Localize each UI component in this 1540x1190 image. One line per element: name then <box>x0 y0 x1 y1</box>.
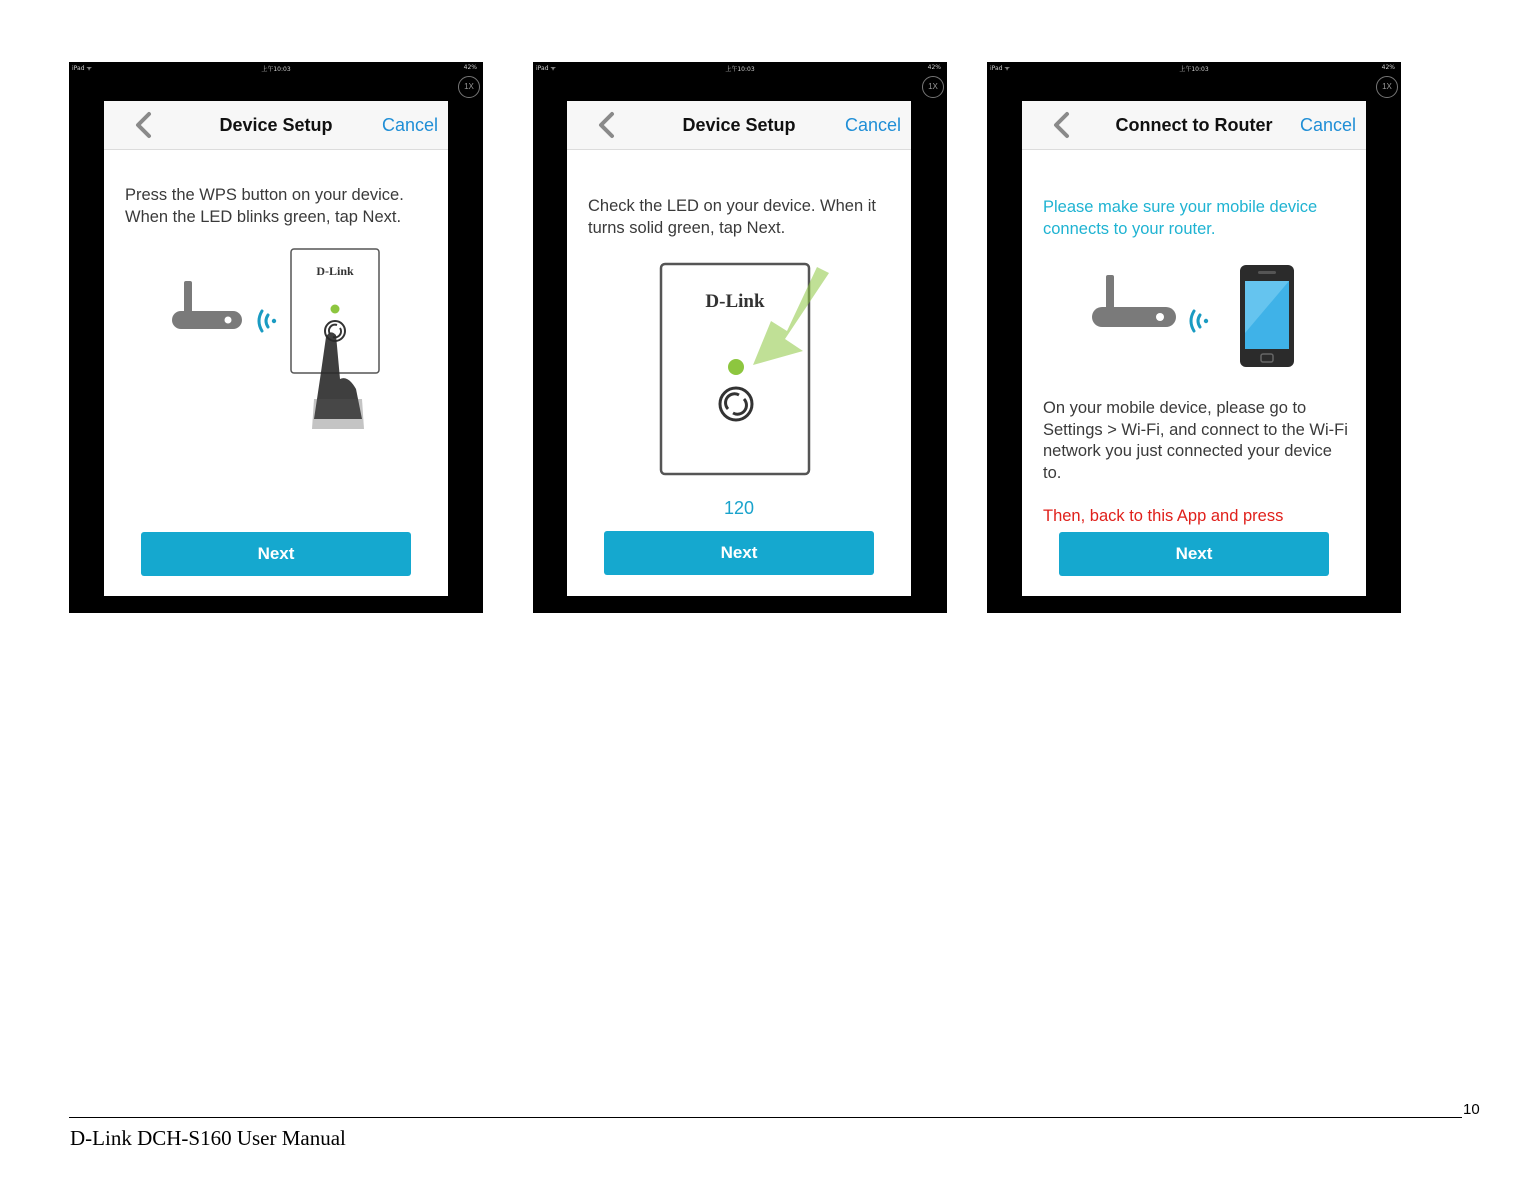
page-title: Device Setup <box>682 115 796 135</box>
carrier: iPad ᯤ <box>990 65 1010 72</box>
nav-bar <box>1022 101 1366 150</box>
status-bar <box>533 64 947 74</box>
page-title: Connect to Router <box>1115 115 1273 135</box>
status-time: 上午10:03 <box>725 66 755 73</box>
nav-bar <box>104 101 448 150</box>
zoom-button[interactable]: 1X <box>458 76 480 98</box>
battery-level: 42% <box>927 64 941 71</box>
carrier: iPad ᯤ <box>72 65 92 72</box>
footer-divider <box>69 1117 1462 1118</box>
device-logo: D-Link <box>705 291 765 312</box>
device-logo: D-Link <box>316 264 354 278</box>
app-panel <box>104 101 448 596</box>
status-time: 上午10:03 <box>1179 66 1209 73</box>
router-icon <box>1092 275 1176 327</box>
wps-illustration <box>164 264 384 459</box>
manual-title: D-Link DCH-S160 User Manual <box>70 1126 346 1150</box>
wifi-signal-icon <box>1191 311 1208 331</box>
notice-text: Please make sure your mobile device connects to your router. <box>1043 198 1318 238</box>
screenshot-connect-router <box>987 62 1401 613</box>
wps-button-icon <box>720 388 752 420</box>
page-title: Device Setup <box>219 115 333 135</box>
led-indicator <box>728 359 744 375</box>
zoom-button[interactable]: 1X <box>1376 76 1398 98</box>
instruction-text: Check the LED on your device. When it turns solid green, tap Next. <box>588 197 876 237</box>
instruction-text: On your mobile device, please go to Settings > Wi-Fi, and connect to the Wi-Fi network you just connected your device to. <box>1043 399 1348 482</box>
cancel-button[interactable]: Cancel <box>1299 115 1356 135</box>
router-phone-illustration <box>1086 263 1306 373</box>
next-button[interactable]: Next <box>604 531 874 575</box>
next-button[interactable]: Next <box>141 532 411 576</box>
status-bar <box>69 64 483 74</box>
cancel-button[interactable]: Cancel <box>381 115 438 135</box>
led-illustration <box>657 261 837 481</box>
status-bar <box>987 64 1401 74</box>
smartphone-icon <box>1240 265 1294 367</box>
led-indicator <box>331 305 340 314</box>
router-icon <box>172 281 242 329</box>
screenshot-led-check <box>533 62 947 613</box>
next-button[interactable]: Next <box>1059 532 1329 576</box>
page-number: 10 <box>1463 1101 1480 1118</box>
cancel-button[interactable]: Cancel <box>844 115 901 135</box>
nav-bar <box>567 101 911 150</box>
carrier: iPad ᯤ <box>536 65 556 72</box>
countdown-timer: 120 <box>723 498 755 518</box>
status-time: 上午10:03 <box>261 66 291 73</box>
warning-text: Then, back to this App and press <box>1043 507 1284 525</box>
app-panel <box>567 101 911 596</box>
battery-level: 42% <box>463 64 477 71</box>
wifi-signal-icon <box>259 311 276 331</box>
screenshot-wps-press <box>69 62 483 613</box>
instruction-text: Press the WPS button on your device. When the LED blinks green, tap Next. <box>125 186 404 226</box>
battery-level: 42% <box>1381 64 1395 71</box>
app-panel <box>1022 101 1366 596</box>
zoom-button[interactable]: 1X <box>922 76 944 98</box>
